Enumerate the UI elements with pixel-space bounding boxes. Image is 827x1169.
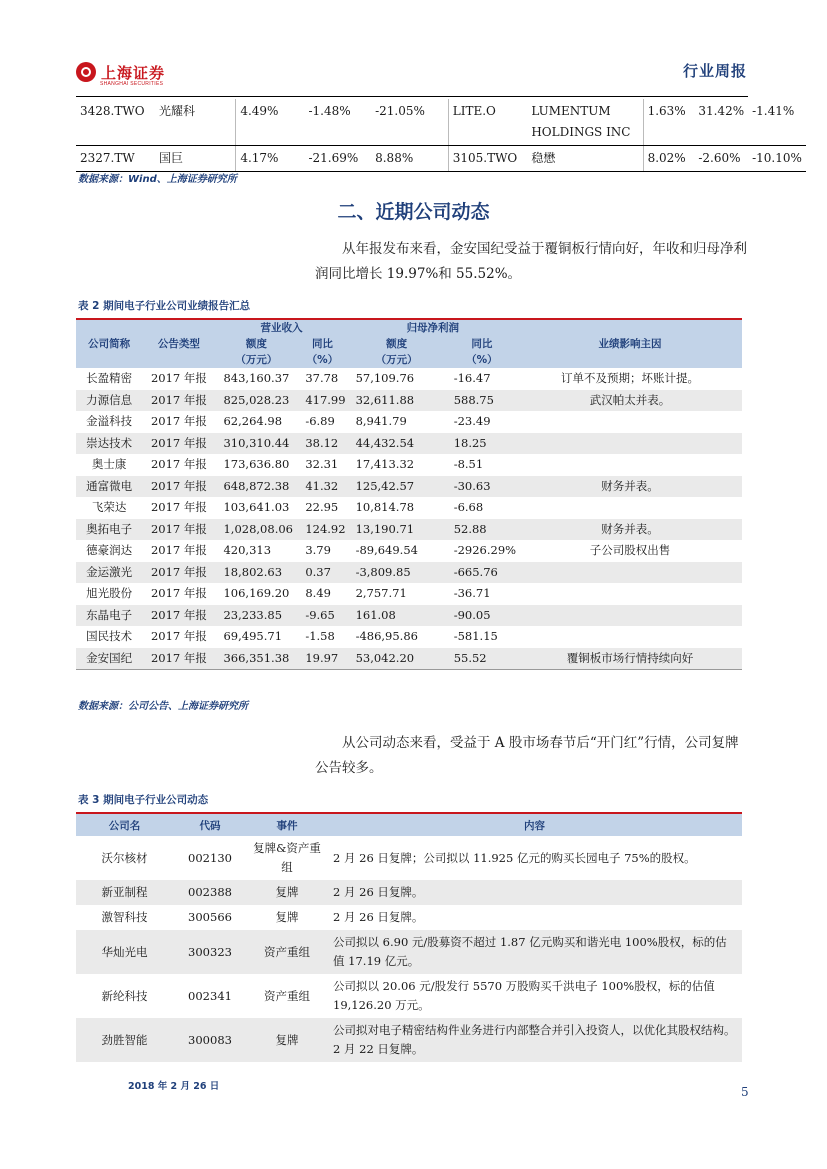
t2-cell-profit: 53,042.20: [348, 648, 446, 670]
table3-caption: 表 3 期间电子行业公司动态: [78, 794, 209, 806]
t2-cell-profit_yoy: -36.71: [453, 586, 491, 600]
t2-cell-rev_yoy: 38.12: [305, 435, 339, 450]
logo-subtext: SHANGHAI SECURITIES: [100, 81, 164, 87]
t1-cell-code_b: 3105.TWO: [448, 146, 527, 172]
t2-cell-rev_yoy: 8.49: [305, 586, 331, 600]
t2-cell-company: 奥士康: [91, 457, 127, 471]
t2-cell-rev: 1,028,08.06: [223, 521, 293, 536]
t1-cell-name_a: 光耀科: [155, 99, 236, 146]
t1-cell-v2: -1.48%: [304, 99, 371, 146]
table-row: [76, 583, 742, 605]
t2-cell-reason: [518, 454, 742, 476]
stock-performance-table: [76, 99, 806, 172]
table-row: [76, 454, 742, 476]
t2-cell-profit_yoy: -581.15: [453, 629, 498, 643]
th3-company: 公司名: [76, 813, 173, 836]
t2-cell-profit_yoy: 18.25: [453, 435, 487, 450]
t2-cell-type: 2017 年报: [150, 392, 207, 407]
th3-event: 事件: [247, 813, 327, 836]
t2-cell-company: 东晶电子: [86, 607, 133, 622]
report-date: 2018 年 2 月 26 日: [128, 1081, 220, 1092]
t3-cell-company: 激智科技: [101, 910, 148, 924]
t2-cell-profit: 161.08: [355, 607, 396, 622]
t3-cell-code: 002388: [188, 885, 232, 899]
t2-cell-profit: 17,413.32: [355, 457, 415, 471]
t3-cell-event: 资产重组: [264, 988, 310, 1003]
t1-cell-v5: -2.60%: [694, 146, 748, 172]
t3-cell-content: 2 月 26 日复牌。: [333, 885, 424, 899]
t3-cell-event: 复牌&资产重组: [253, 841, 321, 874]
t2-cell-profit: 125,42.57: [355, 478, 415, 493]
t2-cell-reason: 财务并表。: [601, 478, 659, 493]
t3-cell-code: 300566: [188, 910, 232, 924]
t2-cell-profit: -3,809.85: [355, 564, 411, 579]
t3-cell-code: 300083: [188, 1032, 232, 1047]
t2-cell-rev_yoy: 41.32: [305, 478, 339, 493]
table-row: [76, 368, 742, 390]
t1-cell-v6: -10.10%: [748, 146, 806, 172]
t2-cell-profit: 13,190.71: [355, 521, 415, 536]
table-row: [76, 540, 742, 562]
t3-cell-company: 新纶科技: [101, 988, 148, 1003]
t2-cell-profit: 10,814.78: [355, 500, 415, 514]
t2-cell-profit_yoy: -6.68: [453, 500, 484, 514]
th-company: 公司简称: [76, 319, 142, 368]
table2-source: 数据来源：公司公告、上海证券研究所: [78, 701, 248, 712]
t2-cell-type: 2017 年报: [150, 564, 207, 579]
th-profit-yoy: 同比: [471, 338, 493, 350]
th-rev-yoy: 同比: [311, 338, 333, 350]
t2-cell-reason: [518, 626, 742, 648]
t2-cell-reason: [518, 562, 742, 584]
t2-cell-company: 德豪润达: [86, 543, 133, 557]
t2-cell-rev: 23,233.85: [223, 607, 283, 622]
table-row: [76, 562, 742, 584]
t2-cell-company: 飞荣达: [91, 500, 127, 514]
table-row: [76, 99, 806, 146]
t2-cell-company: 金溢科技: [86, 414, 133, 428]
t1-cell-v3: 8.88%: [371, 146, 448, 172]
t2-cell-company: 旭光股份: [86, 586, 133, 600]
t2-cell-profit: 8,941.79: [355, 414, 407, 428]
table-row: [76, 497, 742, 519]
t1-cell-code_a: 3428.TWO: [76, 99, 155, 146]
table-row: [76, 411, 742, 433]
t2-cell-type: 2017 年报: [150, 414, 207, 428]
t3-cell-event: 复牌: [275, 885, 299, 899]
t2-cell-profit_yoy: -23.49: [453, 414, 491, 428]
t3-cell-content: 公司拟以 6.90 元/股募资不超过 1.87 亿元购买和谐光电 100%股权，标的估值 17.19 亿元。: [333, 935, 727, 968]
th-rev-amount: 额度: [245, 338, 267, 350]
t3-cell-content: 公司拟对电子精密结构件业务进行内部整合并引入投资人，以优化其股权结构。2 月 22 日复牌。: [333, 1023, 736, 1056]
t3-cell-company: 新亚制程: [101, 885, 148, 899]
t2-cell-profit: -486,95.86: [355, 629, 418, 643]
th-profit: 归母净利润: [348, 319, 519, 336]
t2-cell-profit: 57,109.76: [355, 371, 415, 385]
t2-cell-rev_yoy: 19.97: [297, 648, 347, 670]
t2-cell-reason: 订单不及预期；坏账计提。: [561, 371, 700, 385]
t2-cell-rev: 173,636.80: [223, 457, 290, 471]
t2-cell-profit_yoy: -30.63: [453, 478, 491, 493]
t1-cell-name_a: 国巨: [155, 146, 236, 172]
table-row: [76, 146, 806, 172]
t2-cell-profit_yoy: 588.75: [453, 392, 494, 407]
t2-cell-company: 通富微电: [86, 478, 133, 493]
t1-cell-v4: 8.02%: [643, 146, 694, 172]
page-number: 5: [741, 1085, 749, 1099]
t1-cell-code_b: LITE.O: [448, 99, 527, 146]
t3-cell-content: 2 月 26 日复牌。: [333, 910, 424, 924]
table-row: [76, 905, 742, 930]
th-reason: 业绩影响主因: [518, 319, 742, 368]
t2-cell-rev: 648,872.38: [223, 478, 290, 493]
t2-cell-rev_yoy: 0.37: [305, 564, 331, 579]
t1-cell-v5: 31.42%: [694, 99, 748, 146]
t3-cell-event: 复牌: [275, 1032, 299, 1047]
t2-cell-reason: 子公司股权出售: [589, 543, 671, 557]
t2-cell-reason: [518, 583, 742, 605]
t3-cell-company: 沃尔核材: [101, 850, 148, 865]
t2-cell-rev_yoy: 3.79: [305, 543, 331, 557]
intro-paragraph: 从年报发布来看，金安国纪受益于覆铜板行情向好，年收和归母净利润同比增长 19.97%和 55.52%。: [315, 241, 747, 282]
t3-cell-content: 2 月 26 日复牌；公司拟以 11.925 亿元的购买长园电子 75%的股权。: [333, 850, 696, 865]
t2-cell-type: 2017 年报: [142, 648, 215, 670]
t2-cell-type: 2017 年报: [150, 586, 207, 600]
t2-cell-company: 奥拓电子: [86, 521, 133, 536]
t2-cell-company: 金运激光: [86, 564, 133, 579]
section-title: 二、近期公司动态: [337, 201, 490, 223]
t2-cell-reason: 武汉帕太并表。: [589, 392, 671, 407]
th-rev-pct: （%）: [306, 354, 339, 366]
t2-cell-reason: [518, 411, 742, 433]
th-profit-unit: （万元）: [375, 354, 418, 366]
t2-cell-rev: 420,313: [223, 543, 272, 557]
t2-cell-reason: [518, 433, 742, 455]
t2-cell-type: 2017 年报: [150, 629, 207, 643]
t2-cell-rev_yoy: -6.89: [305, 414, 335, 428]
t1-cell-code_a: 2327.TW: [76, 146, 155, 172]
t3-cell-code: 002130: [188, 850, 232, 865]
t3-cell-content: 公司拟以 20.06 元/股发行 5570 万股购买千洪电子 100%股权，标的估值 19,126.20 万元。: [333, 979, 715, 1012]
table2-caption: 表 2 期间电子行业公司业绩报告汇总: [78, 300, 251, 312]
th-type: 公告类型: [142, 319, 215, 368]
table-row: [76, 880, 742, 905]
t3-cell-code: 300323: [188, 944, 232, 959]
t3-cell-event: 资产重组: [264, 944, 310, 959]
t2-cell-profit_yoy: -2926.29%: [453, 543, 517, 557]
report-type: 行业周报: [682, 62, 747, 80]
t2-cell-rev: 366,351.38: [215, 648, 297, 670]
table-row: [76, 605, 742, 627]
t2-cell-reason: [518, 497, 742, 519]
table-row: [76, 626, 742, 648]
t2-cell-type: 2017 年报: [150, 457, 207, 471]
logo-text: 上海证券: [101, 63, 166, 82]
table-row: [76, 433, 742, 455]
t2-cell-rev: 106,169.20: [223, 586, 290, 600]
t1-cell-v4: 1.63%: [643, 99, 694, 146]
t2-cell-rev: 843,160.37: [223, 371, 290, 385]
table-row: [76, 974, 742, 1018]
t3-cell-company: 华灿光电: [101, 944, 148, 959]
th-profit-amount: 额度: [386, 338, 408, 350]
t2-cell-company: 国民技术: [86, 629, 133, 643]
table-row: [76, 836, 742, 880]
t2-cell-profit: 44,432.54: [355, 435, 415, 450]
company-logo: [76, 60, 166, 87]
table1-source: 数据来源：Wind、上海证券研究所: [78, 174, 237, 185]
t2-cell-type: 2017 年报: [150, 521, 207, 536]
th-revenue: 营业收入: [215, 319, 347, 336]
t2-cell-profit_yoy: -8.51: [453, 457, 484, 471]
t2-cell-profit_yoy: -665.76: [453, 564, 498, 579]
table-row: [76, 476, 742, 498]
earnings-table: [76, 318, 742, 670]
th3-code: 代码: [173, 813, 247, 836]
t2-cell-company: 金安国纪: [76, 648, 142, 670]
t2-cell-company: 长盈精密: [86, 371, 133, 385]
logo-emblem-icon: [76, 62, 96, 82]
t2-cell-rev: 69,495.71: [223, 629, 283, 643]
t2-cell-profit: -89,649.54: [355, 543, 418, 557]
t1-cell-name_b: 稳懋: [527, 146, 643, 172]
th-profit-pct: （%）: [466, 354, 498, 366]
table-row: [76, 390, 742, 412]
t2-cell-profit_yoy: 55.52: [446, 648, 518, 670]
t2-cell-type: 2017 年报: [150, 478, 207, 493]
t1-cell-v2: -21.69%: [304, 146, 371, 172]
t2-cell-reason: [518, 605, 742, 627]
table-row: [76, 648, 742, 670]
t1-cell-v1: 4.49%: [236, 99, 305, 146]
table-row: [76, 519, 742, 541]
t2-cell-rev: 18,802.63: [223, 564, 283, 579]
t3-cell-code: 002341: [188, 988, 232, 1003]
t2-cell-profit_yoy: 52.88: [453, 521, 487, 536]
t2-cell-rev: 825,028.23: [223, 392, 290, 407]
t2-cell-type: 2017 年报: [150, 371, 207, 385]
t2-cell-profit: 32,611.88: [355, 392, 415, 407]
t2-cell-profit_yoy: -16.47: [453, 371, 491, 385]
th-rev-unit: （万元）: [235, 354, 278, 366]
t2-cell-rev: 103,641.03: [223, 500, 290, 514]
table-row: [76, 1018, 742, 1062]
t2-cell-profit_yoy: -90.05: [453, 607, 491, 622]
th3-content: 内容: [327, 813, 742, 836]
t1-cell-v3: -21.05%: [371, 99, 448, 146]
t2-cell-rev_yoy: -9.65: [305, 607, 335, 622]
t2-cell-company: 力源信息: [86, 392, 133, 407]
header-divider: [76, 96, 748, 97]
t2-cell-rev_yoy: -1.58: [305, 629, 335, 643]
t1-cell-v1: 4.17%: [236, 146, 305, 172]
t2-cell-rev: 310,310.44: [223, 435, 290, 450]
t3-cell-company: 劲胜智能: [101, 1032, 148, 1047]
company-events-table: [76, 812, 742, 1062]
t3-cell-event: 复牌: [275, 910, 299, 924]
t2-cell-reason: 覆铜板市场行情持续向好: [518, 648, 742, 670]
t2-cell-rev_yoy: 37.78: [305, 371, 339, 385]
t2-cell-rev: 62,264.98: [223, 414, 283, 428]
t2-cell-profit: 2,757.71: [355, 586, 407, 600]
t2-cell-type: 2017 年报: [150, 607, 207, 622]
t2-cell-reason: 财务并表。: [601, 521, 659, 536]
t2-cell-rev_yoy: 417.99: [305, 392, 346, 407]
t1-cell-name_b: LUMENTUM HOLDINGS INC: [527, 99, 643, 146]
t2-cell-rev_yoy: 32.31: [305, 457, 339, 471]
t2-cell-rev_yoy: 124.92: [305, 521, 346, 536]
t2-cell-company: 崇达技术: [86, 435, 133, 450]
t2-cell-type: 2017 年报: [150, 500, 207, 514]
t2-cell-rev_yoy: 22.95: [305, 500, 339, 514]
t2-cell-type: 2017 年报: [150, 543, 207, 557]
t1-cell-v6: -1.41%: [748, 99, 806, 146]
t2-cell-type: 2017 年报: [150, 435, 207, 450]
table-row: [76, 930, 742, 974]
dynamics-paragraph: 从公司动态来看，受益于 A 股市场春节后“开门红”行情，公司复牌公告较多。: [315, 735, 739, 776]
